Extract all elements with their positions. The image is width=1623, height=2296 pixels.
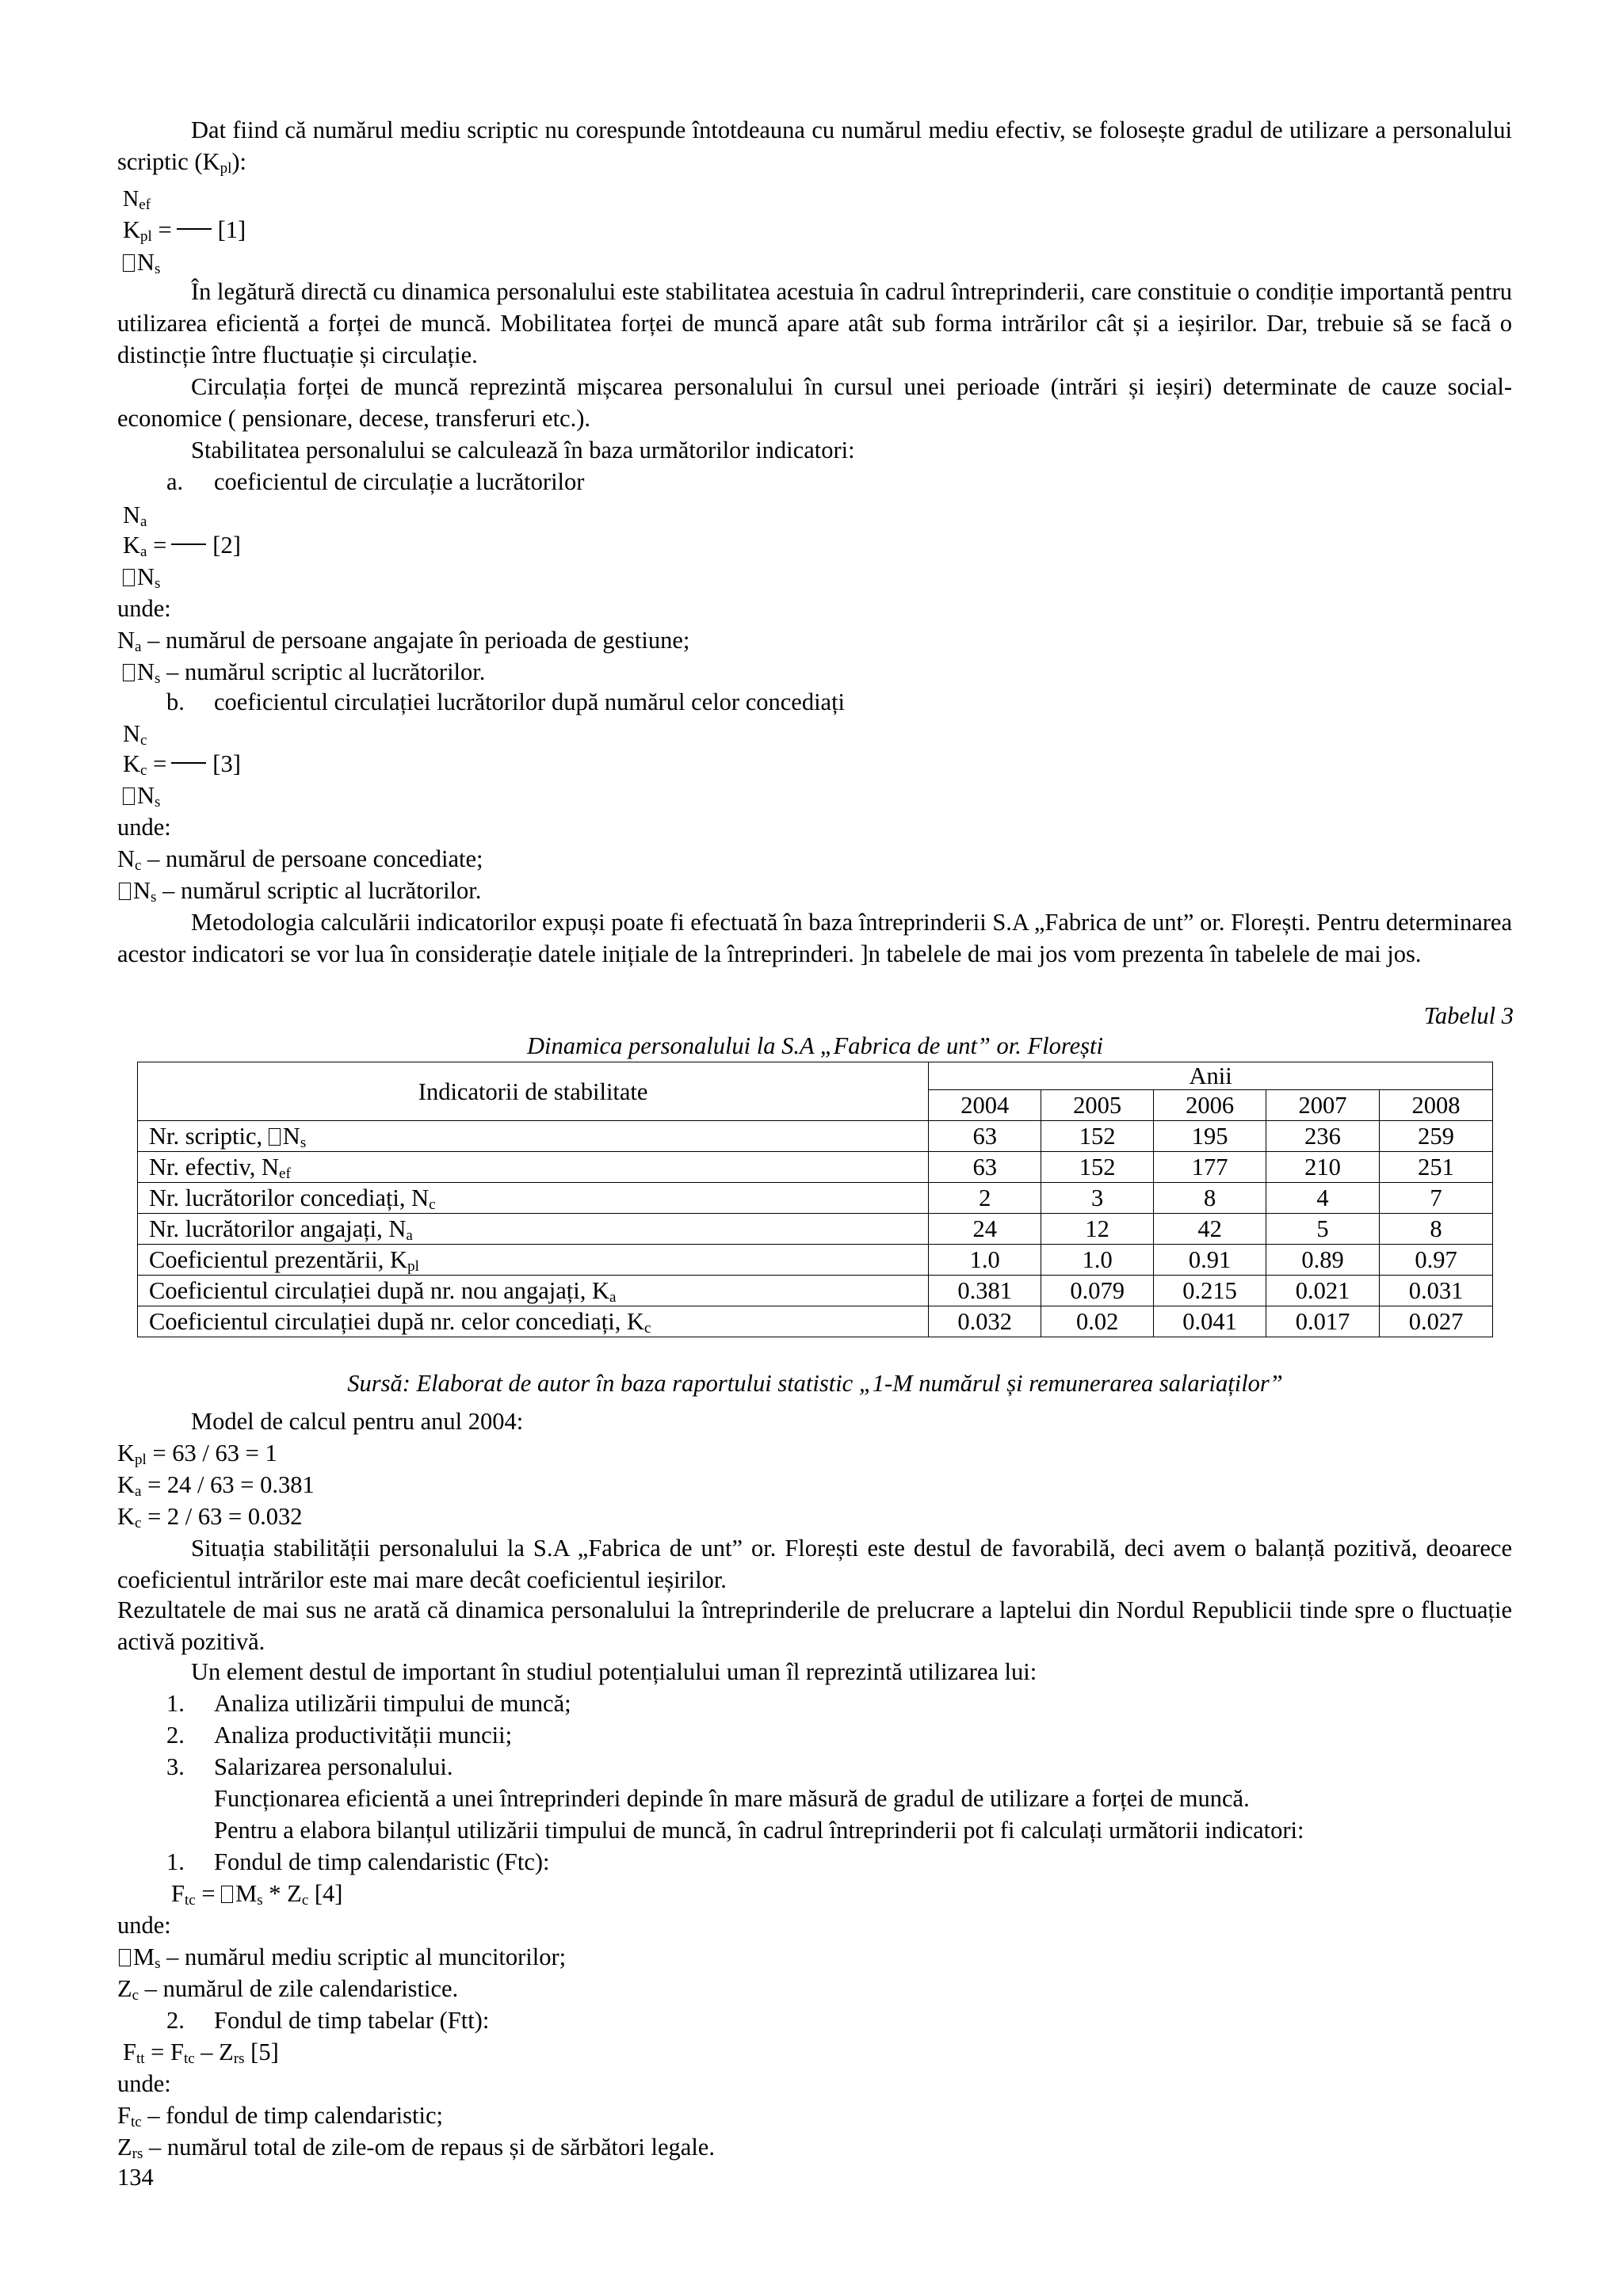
table-cell: 8 xyxy=(1154,1183,1266,1214)
row-label: Coeficientul circulației după nr. celor concediați, $K_c$ xyxy=(138,1306,929,1337)
formula-3: $K_c = [3]$ xyxy=(123,750,241,779)
year-header-cell: 2005 xyxy=(1041,1090,1154,1121)
table-row xyxy=(138,1245,1493,1276)
row-label: Coeficientul circulației după nr. nou angajați, $K_a$ xyxy=(138,1276,929,1306)
table-cell: 3 xyxy=(1041,1183,1154,1214)
definition-ns: $N_s$ – numărul scriptic al lucrătorilor. xyxy=(123,656,485,688)
paragraph-6: Situația stabilității personalului la S.A „Fabrica de unt” or. Florești este destul de favorabilă, deci avem o balanță pozitivă, deoarece coeficientul intrărilor este mai mare decât coeficientul ieșirilor. xyxy=(117,1535,1512,1593)
table-cell: 0.021 xyxy=(1266,1276,1380,1306)
unde-label: unde: xyxy=(117,1912,171,1939)
table-cell: 210 xyxy=(1266,1152,1380,1183)
definition-ns: $N_s$ – numărul scriptic al lucrătorilor. xyxy=(119,875,481,906)
table-label: Tabelul 3 xyxy=(1423,1002,1514,1029)
table-row xyxy=(138,1306,1493,1337)
formula-1: $K_{pl} = [1]$ xyxy=(123,216,246,245)
table-cell: 5 xyxy=(1266,1214,1380,1245)
list-item: 2. xyxy=(166,2007,185,2034)
paragraph-9: Funcționarea eficientă a unei întreprinderi depinde în mare măsură de gradul de utilizare a forței de muncă. xyxy=(214,1785,1250,1812)
table-cell: 63 xyxy=(929,1152,1041,1183)
table-cell: 0.97 xyxy=(1380,1245,1493,1276)
table-row xyxy=(138,1276,1493,1306)
table-cell: 24 xyxy=(929,1214,1041,1245)
header-years: Anii xyxy=(929,1062,1493,1090)
table-cell: 42 xyxy=(1154,1214,1266,1245)
list-item-text: Analiza productivității muncii; xyxy=(214,1722,513,1749)
table-source: Sursă: Elaborat de autor în baza raportului statistic „1-M numărul și remunerarea salariaților” xyxy=(347,1370,1283,1397)
formula-1-numerator: $N_{ef}$ xyxy=(123,187,151,213)
unde-label: unde: xyxy=(117,595,171,622)
formula-1-denominator: $N_s$ xyxy=(123,246,160,278)
formula-3-numerator: $N_c$ xyxy=(123,720,147,749)
formula-3-denominator: $N_s$ xyxy=(123,780,160,811)
missing-glyph-box xyxy=(123,254,135,272)
table-cell: 0.031 xyxy=(1380,1276,1493,1306)
item-b-text: coeficientul circulației lucrătorilor după numărul celor concediați xyxy=(214,688,846,715)
table-cell: 63 xyxy=(929,1121,1041,1152)
paragraph-10: Pentru a elabora bilanțul utilizării timpului de muncă, în cadrul întreprinderii pot fi calculați următorii indicatori: xyxy=(214,1817,1304,1844)
formula-2-numerator: $N_a$ xyxy=(123,502,147,530)
missing-glyph-box xyxy=(269,1128,281,1146)
list-item: 3. xyxy=(166,1753,185,1780)
missing-glyph-box xyxy=(123,664,135,681)
table-cell: 0.215 xyxy=(1154,1276,1266,1306)
list-item: 1. xyxy=(166,1848,185,1875)
formula-4: $F_{tc} = M_s * Z_c$ [4] xyxy=(171,1880,343,1909)
table-header-row xyxy=(138,1062,1493,1090)
paragraph-2: În legătură directă cu dinamica personalului este stabilitatea acestuia în cadrul întreprinderii, care constituie o condiție importantă pentru utilizarea eficientă a forței de muncă. Mobilitatea forței de muncă apare atât sub forma intrărilor cât și a ieșirilor. Dar, trebuie să se facă o distincție între fluctuație și circulație. xyxy=(117,278,1512,368)
row-label: Nr. scriptic, $N_s$ xyxy=(138,1121,929,1152)
table-cell: 195 xyxy=(1154,1121,1266,1152)
item-a-text: coeficientul de circulație a lucrătorilor xyxy=(214,468,585,495)
item-a: a. xyxy=(166,468,184,495)
model-heading: Model de calcul pentru anul 2004: xyxy=(191,1408,524,1435)
year-header-cell: 2008 xyxy=(1380,1090,1493,1121)
definition-zrs: $Z_{rs}$ – numărul total de zile-om de repaus și de sărbători legale. xyxy=(117,2134,715,2162)
list-item: 2. xyxy=(166,1722,185,1749)
table-cell: 2 xyxy=(929,1183,1041,1214)
table-cell: 251 xyxy=(1380,1152,1493,1183)
row-label: Coeficientul prezentării, $K_{pl}$ xyxy=(138,1245,929,1276)
missing-glyph-box xyxy=(221,1886,233,1903)
header-indicator: Indicatorii de stabilitate xyxy=(138,1062,929,1121)
table-row xyxy=(138,1183,1493,1214)
table-cell: 0.027 xyxy=(1380,1306,1493,1337)
paragraph-1: Dat fiind că numărul mediu scriptic nu corespunde întotdeauna cu numărul mediu efectiv, se folosește gradul de utilizare a personalului scriptic $(K_{pl})$: xyxy=(117,116,1512,177)
row-label: Nr. lucrătorilor concediați, $N_c$ xyxy=(138,1183,929,1214)
year-header-cell: 2006 xyxy=(1154,1090,1266,1121)
table-cell: 0.381 xyxy=(929,1276,1041,1306)
table-row xyxy=(138,1121,1493,1152)
table-cell: 259 xyxy=(1380,1121,1493,1152)
paragraph-8: Un element destul de important în studiul potențialului uman îl reprezintă utilizarea lui: xyxy=(191,1658,1037,1685)
page-number: 134 xyxy=(117,2164,154,2191)
table-row xyxy=(138,1152,1493,1183)
table-cell: 0.041 xyxy=(1154,1306,1266,1337)
missing-glyph-box xyxy=(119,883,131,900)
table-cell: 0.032 xyxy=(929,1306,1041,1337)
paragraph-3: Circulația forței de muncă reprezintă mișcarea personalului în cursul unei perioade (intrări și ieșiri) determinate de cauze social-economice ( pensionare, decese, transferuri etc.). xyxy=(117,373,1512,432)
year-header-cell: 2004 xyxy=(929,1090,1041,1121)
table-cell: 4 xyxy=(1266,1183,1380,1214)
table-cell: 152 xyxy=(1041,1152,1154,1183)
definition-ms: $M_s$ – numărul mediu scriptic al muncitorilor; xyxy=(119,1941,566,1973)
list-item-text: Fondul de timp tabelar (Ftt): xyxy=(214,2007,490,2034)
list-item-text: Salarizarea personalului. xyxy=(214,1753,453,1780)
table-cell: 236 xyxy=(1266,1121,1380,1152)
row-label: Nr. efectiv, $N_{ef}$ xyxy=(138,1152,929,1183)
personnel-table xyxy=(137,1062,1493,1337)
table-cell: 0.91 xyxy=(1154,1245,1266,1276)
table-cell: 0.89 xyxy=(1266,1245,1380,1276)
table-cell: 1.0 xyxy=(1041,1245,1154,1276)
definition-zc: $Z_c$ – numărul de zile calendaristice. xyxy=(117,1975,459,2004)
unde-label: unde: xyxy=(117,2070,171,2097)
formula-2: $K_a = [2]$ xyxy=(123,532,241,560)
paragraph-7: Rezultatele de mai sus ne arată că dinamica personalului la întreprinderile de prelucrare a laptelui din Nordul Republicii tinde spre o fluctuație activă pozitivă. xyxy=(117,1596,1512,1655)
calc-kc: $K_c = 2 / 63 = 0.032$ xyxy=(117,1503,303,1531)
table-cell: 8 xyxy=(1380,1214,1493,1245)
table-cell: 0.017 xyxy=(1266,1306,1380,1337)
table-cell: 0.079 xyxy=(1041,1276,1154,1306)
table-cell: 152 xyxy=(1041,1121,1154,1152)
table-cell: 177 xyxy=(1154,1152,1266,1183)
formula-5: $F_{tt} = F_{tc} - Z_{rs}$ [5] xyxy=(123,2039,279,2067)
paragraph-5: Metodologia calculării indicatorilor expuși poate fi efectuată în baza întreprinderii S.A „Fabrica de unt” or. Florești. Pentru determinarea acestor indicatori se vor lua în considerație datele inițiale de la întreprinderi. ]n tabelele de mai jos vom prezenta în tabelele de mai jos. xyxy=(117,909,1512,967)
formula-2-denominator: $N_s$ xyxy=(123,561,160,593)
row-label: Nr. lucrătorilor angajați, $N_a$ xyxy=(138,1214,929,1245)
table-row xyxy=(138,1214,1493,1245)
definition-nc: $N_c$ – numărul de persoane concediate; xyxy=(117,845,483,874)
missing-glyph-box xyxy=(123,788,135,805)
table-title: Dinamica personalului la S.A „Fabrica de unt” or. Florești xyxy=(527,1032,1103,1059)
list-item-text: Analiza utilizării timpului de muncă; xyxy=(214,1690,571,1717)
table-cell: 7 xyxy=(1380,1183,1493,1214)
year-header-cell: 2007 xyxy=(1266,1090,1380,1121)
list-item-text: Fondul de timp calendaristic (Ftc): xyxy=(214,1848,550,1875)
definition-na: $N_a$ – numărul de persoane angajate în perioada de gestiune; xyxy=(117,627,690,655)
table-cell: 0.02 xyxy=(1041,1306,1154,1337)
calc-kpl: $K_{pl} = 63 / 63 = 1$ xyxy=(117,1440,277,1468)
item-b: b. xyxy=(166,688,185,715)
table-cell: 1.0 xyxy=(929,1245,1041,1276)
missing-glyph-box xyxy=(123,569,135,586)
unde-label: unde: xyxy=(117,814,171,841)
list-item: 1. xyxy=(166,1690,185,1717)
definition-ftc: $F_{tc}$ – fondul de timp calendaristic; xyxy=(117,2102,443,2130)
missing-glyph-box xyxy=(119,1949,131,1966)
calc-ka: $K_a = 24 / 63 = 0.381$ xyxy=(117,1471,315,1500)
table-cell: 12 xyxy=(1041,1214,1154,1245)
paragraph-4: Stabilitatea personalului se calculează în baza următorilor indicatori: xyxy=(191,437,855,463)
